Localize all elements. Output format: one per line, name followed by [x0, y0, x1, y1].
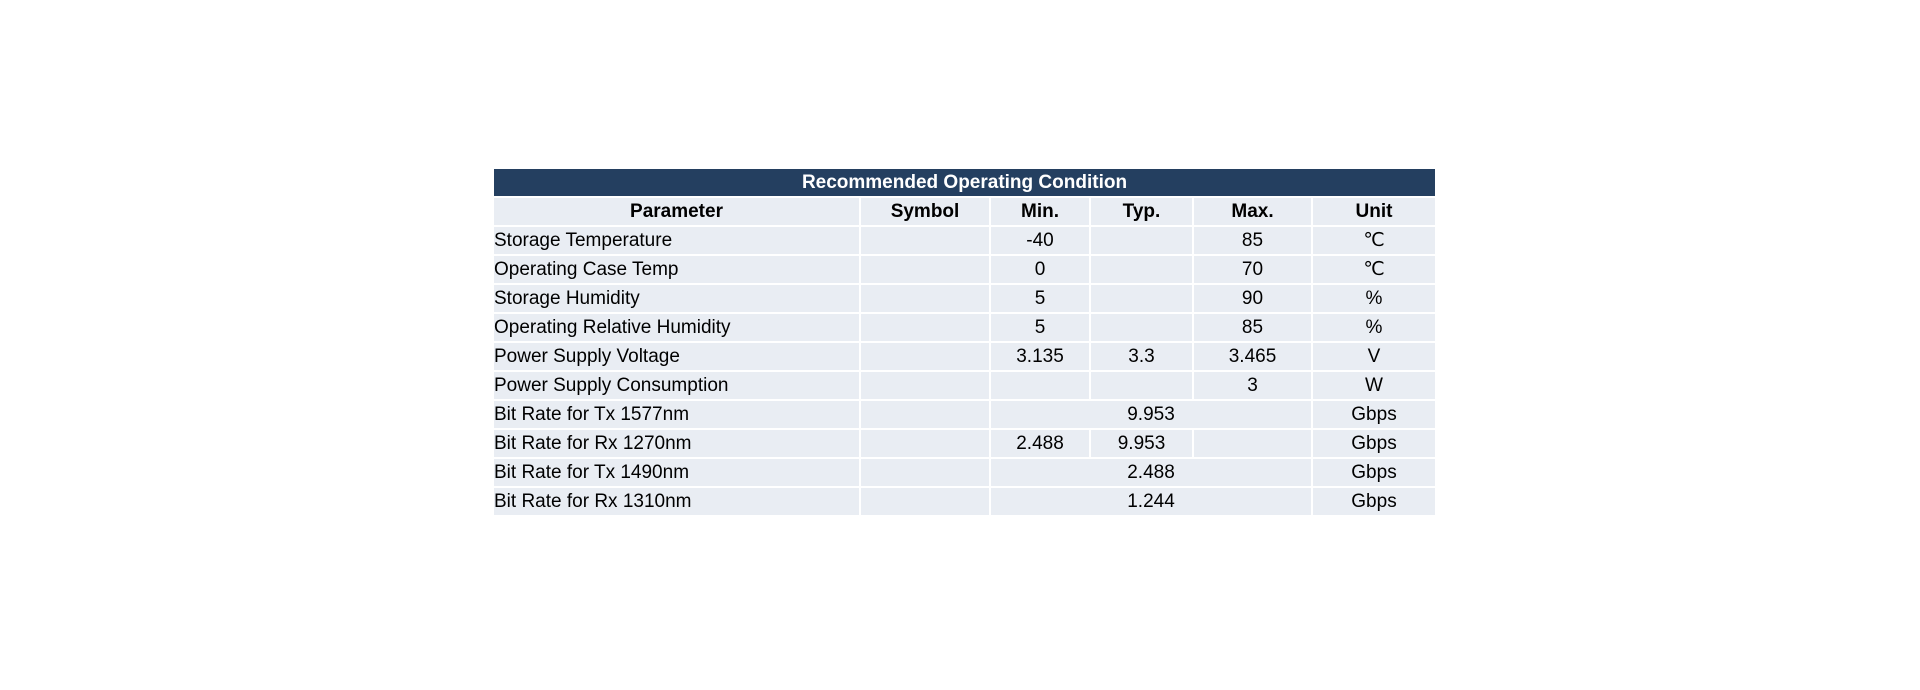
- table-title: Recommended Operating Condition: [494, 169, 1435, 197]
- cell-min: 5: [990, 313, 1090, 342]
- cell-typ: 9.953: [1090, 429, 1193, 458]
- cell-parameter: Operating Relative Humidity: [494, 313, 860, 342]
- cell-parameter: Storage Humidity: [494, 284, 860, 313]
- cell-symbol: [860, 226, 990, 255]
- table-row: [494, 284, 1435, 313]
- cell-symbol: [860, 458, 990, 487]
- header-typ: Typ.: [1090, 197, 1193, 226]
- cell-unit: Gbps: [1312, 487, 1435, 515]
- cell-max: 90: [1193, 284, 1312, 313]
- cell-merged-value: 1.244: [990, 487, 1312, 515]
- cell-symbol: [860, 429, 990, 458]
- cell-symbol: [860, 400, 990, 429]
- cell-parameter: Bit Rate for Rx 1270nm: [494, 429, 860, 458]
- header-max: Max.: [1193, 197, 1312, 226]
- cell-max: 70: [1193, 255, 1312, 284]
- header-unit: Unit: [1312, 197, 1435, 226]
- table-row: [494, 342, 1435, 371]
- table-row: [494, 458, 1435, 487]
- cell-typ: [1090, 371, 1193, 400]
- cell-parameter: Storage Temperature: [494, 226, 860, 255]
- cell-min: [990, 371, 1090, 400]
- header-symbol: Symbol: [860, 197, 990, 226]
- cell-unit: Gbps: [1312, 458, 1435, 487]
- cell-parameter: Bit Rate for Tx 1490nm: [494, 458, 860, 487]
- cell-unit: Gbps: [1312, 429, 1435, 458]
- header-parameter: Parameter: [494, 197, 860, 226]
- cell-symbol: [860, 371, 990, 400]
- cell-unit: %: [1312, 284, 1435, 313]
- cell-unit: %: [1312, 313, 1435, 342]
- table-row: [494, 226, 1435, 255]
- cell-symbol: [860, 342, 990, 371]
- cell-parameter: Bit Rate for Tx 1577nm: [494, 400, 860, 429]
- cell-min: 5: [990, 284, 1090, 313]
- table-row: [494, 313, 1435, 342]
- cell-symbol: [860, 284, 990, 313]
- cell-unit: ℃: [1312, 255, 1435, 284]
- cell-max: 3: [1193, 371, 1312, 400]
- cell-typ: [1090, 226, 1193, 255]
- cell-max: 85: [1193, 226, 1312, 255]
- cell-parameter: Power Supply Consumption: [494, 371, 860, 400]
- cell-parameter: Operating Case Temp: [494, 255, 860, 284]
- table-row: [494, 255, 1435, 284]
- cell-symbol: [860, 313, 990, 342]
- header-min: Min.: [990, 197, 1090, 226]
- cell-parameter: Bit Rate for Rx 1310nm: [494, 487, 860, 515]
- cell-max: 3.465: [1193, 342, 1312, 371]
- cell-typ: [1090, 313, 1193, 342]
- cell-typ: [1090, 255, 1193, 284]
- table-row: [494, 371, 1435, 400]
- cell-unit: W: [1312, 371, 1435, 400]
- recommended-operating-condition-table: [494, 169, 1435, 515]
- cell-symbol: [860, 487, 990, 515]
- cell-max: [1193, 429, 1312, 458]
- cell-symbol: [860, 255, 990, 284]
- cell-merged-value: 2.488: [990, 458, 1312, 487]
- cell-merged-value: 9.953: [990, 400, 1312, 429]
- cell-unit: Gbps: [1312, 400, 1435, 429]
- cell-unit: V: [1312, 342, 1435, 371]
- table-row: [494, 400, 1435, 429]
- table-header-row: [494, 197, 1435, 226]
- cell-min: -40: [990, 226, 1090, 255]
- cell-min: 2.488: [990, 429, 1090, 458]
- cell-unit: ℃: [1312, 226, 1435, 255]
- table-title-row: [494, 169, 1435, 197]
- cell-parameter: Power Supply Voltage: [494, 342, 860, 371]
- cell-max: 85: [1193, 313, 1312, 342]
- cell-min: 3.135: [990, 342, 1090, 371]
- table-row: [494, 429, 1435, 458]
- cell-typ: 3.3: [1090, 342, 1193, 371]
- cell-typ: [1090, 284, 1193, 313]
- table-row: [494, 487, 1435, 515]
- cell-min: 0: [990, 255, 1090, 284]
